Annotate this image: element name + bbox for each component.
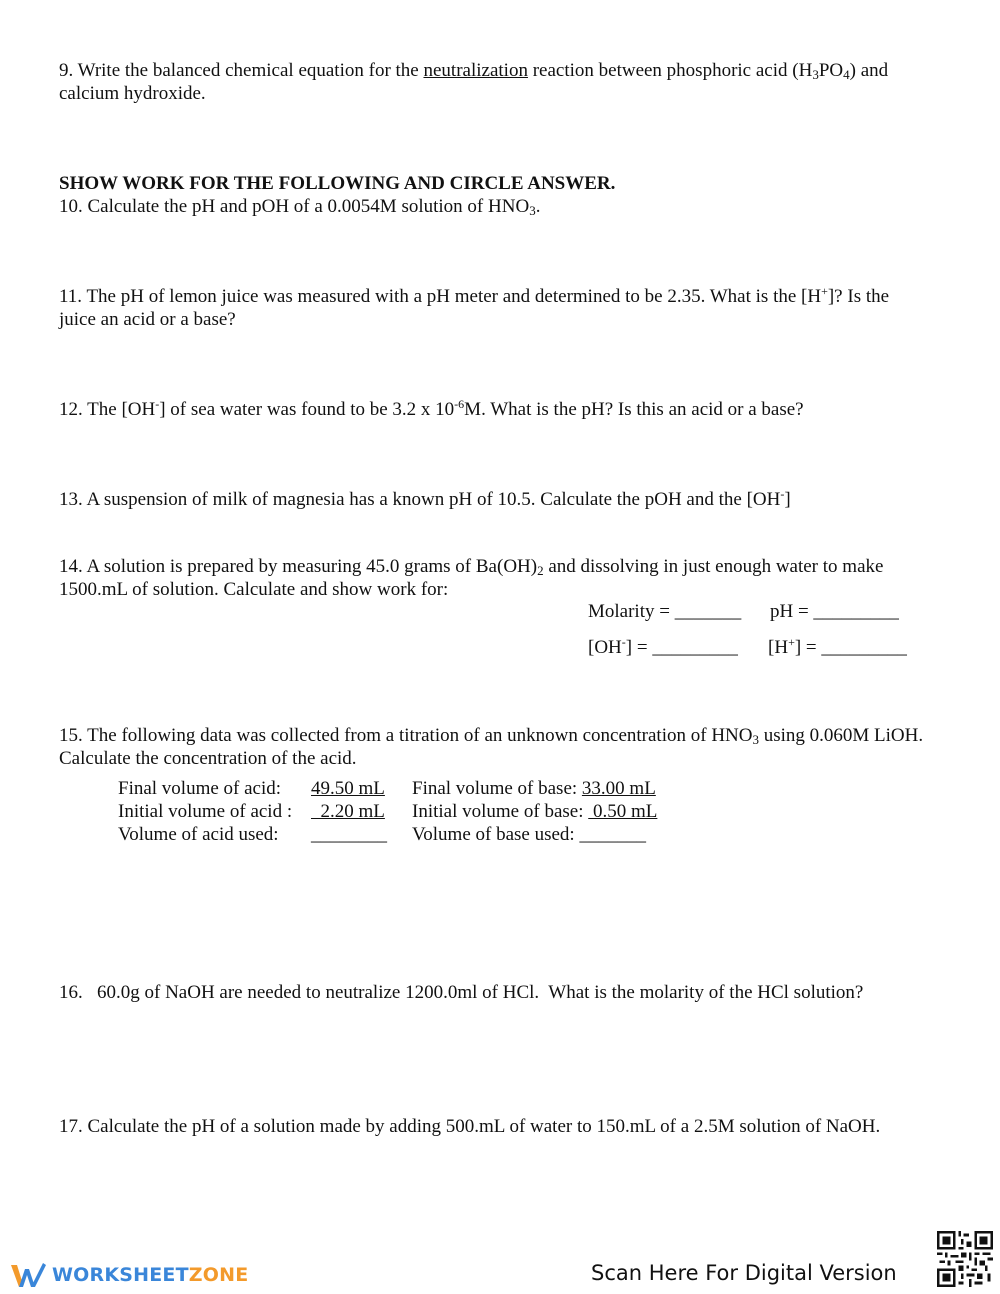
section-heading-block (59, 172, 959, 218)
question-15 (59, 724, 959, 770)
q14-ph-blank: pH = _________ (770, 601, 899, 622)
q15-final-base-value: 33.00 mL (581, 778, 656, 799)
q15-final-acid-value: 49.50 mL (311, 778, 385, 799)
q9-underlined-word: neutralization (423, 60, 528, 81)
q10-end: . (535, 196, 541, 217)
q15-final-base-label: Final volume of base: (412, 778, 582, 799)
q9-line2: calcium hydroxide. (59, 83, 206, 104)
question-14 (59, 555, 959, 601)
q15-used-acid-blank: ________ (311, 824, 387, 845)
q14-oh-pre: [OH (588, 637, 622, 658)
q9-text: 9. Write the balanced chemical equation for the (59, 60, 424, 81)
q15-initial-base (412, 800, 657, 823)
q12-text: 12. The [OH (59, 399, 156, 420)
q9-text-po: PO (818, 60, 844, 81)
q13-text-end: ] (784, 489, 791, 510)
q15-used-base-blank: _______ (579, 824, 646, 845)
logo-text-worksheet: WORKSHEET (52, 1263, 189, 1286)
q14-oh-blank (588, 636, 738, 659)
q14-molarity-blank: Molarity = _______ (588, 601, 742, 622)
q14-text: 14. A solution is prepared by measuring 45.0 grams of Ba(OH) (59, 556, 538, 577)
q11-superscript: + (821, 284, 828, 298)
q9-text-mid: reaction between phosphoric acid (H (527, 60, 813, 81)
q10-subscript: 3 (529, 203, 536, 218)
scan-text: Scan Here For Digital Version (591, 1261, 897, 1285)
q12-superscript-minus: - (155, 397, 160, 411)
q11-text-end: ]? Is the (827, 286, 890, 307)
q15-initial-acid-label: Initial volume of acid : (118, 801, 293, 822)
q9-subscript-3: 3 (812, 67, 819, 82)
q14-text-end: and dissolving in just enough water to make (543, 556, 884, 577)
q12-text-end: M. What is the pH? Is this an acid or a base? (464, 399, 804, 420)
question-10 (59, 195, 959, 218)
q15-line2: Calculate the concentration of the acid. (59, 748, 357, 769)
q14-h-post: ] = _________ (794, 637, 907, 658)
q15-used-base-label: Volume of base used: (412, 824, 580, 845)
question-9 (59, 59, 959, 105)
q14-h-sup: + (788, 635, 795, 649)
logo-text-zone: ZONE (188, 1263, 249, 1286)
q10-text: 10. Calculate the pH and pOH of a 0.0054M solution of HNO (59, 196, 530, 217)
q13-text: 13. A suspension of milk of magnesia has a known pH of 10.5. Calculate the pOH and the [OH (59, 489, 781, 510)
q15-initial-base-value: 0.50 mL (588, 801, 658, 822)
q11-text: 11. The pH of lemon juice was measured with a pH meter and determined to be 2.35. What is the [H (59, 286, 822, 307)
q14-oh-post: ] = _________ (625, 637, 738, 658)
q15-subscript: 3 (752, 732, 759, 747)
logo-w-icon (10, 1261, 46, 1289)
q14-oh-sup: - (621, 635, 626, 649)
section-heading: SHOW WORK FOR THE FOLLOWING AND CIRCLE ANSWER. (59, 173, 616, 194)
question-13 (59, 488, 959, 511)
q9-text-end: ) and (849, 60, 889, 81)
q11-line2: juice an acid or a base? (59, 309, 236, 330)
q15-used-base (412, 823, 646, 846)
q15-text: 15. The following data was collected from a titration of an unknown concentration of HNO (59, 725, 753, 746)
q15-final-acid-label: Final volume of acid: (118, 778, 282, 799)
question-16: 16. 60.0g of NaOH are needed to neutralize 1200.0ml of HCl. What is the molarity of the HCl solution? (59, 982, 864, 1003)
q15-final-base (412, 777, 656, 800)
q15-text-end: using 0.060M LiOH. (758, 725, 924, 746)
worksheet-zone-logo[interactable] (10, 1258, 248, 1292)
question-11 (59, 285, 959, 331)
q12-superscript-exp: -6 (454, 397, 465, 411)
q12-text-mid: ] of sea water was found to be 3.2 x 10 (159, 399, 455, 420)
q13-superscript: - (780, 487, 785, 501)
q14-h-pre: [H (768, 637, 789, 658)
qr-code-icon[interactable] (937, 1231, 993, 1287)
q14-h-blank (768, 636, 907, 659)
q15-initial-acid-value: 2.20 mL (311, 801, 385, 822)
q14-subscript: 2 (537, 563, 544, 578)
q15-initial-base-label: Initial volume of base: (412, 801, 589, 822)
question-17: 17. Calculate the pH of a solution made by adding 500.mL of water to 150.mL of a 2.5M solution of NaOH. (59, 1116, 881, 1137)
q14-line2: 1500.mL of solution. Calculate and show work for: (59, 579, 449, 600)
question-12 (59, 398, 959, 421)
q9-subscript-4: 4 (843, 67, 850, 82)
q15-used-acid-label: Volume of acid used: (118, 824, 279, 845)
